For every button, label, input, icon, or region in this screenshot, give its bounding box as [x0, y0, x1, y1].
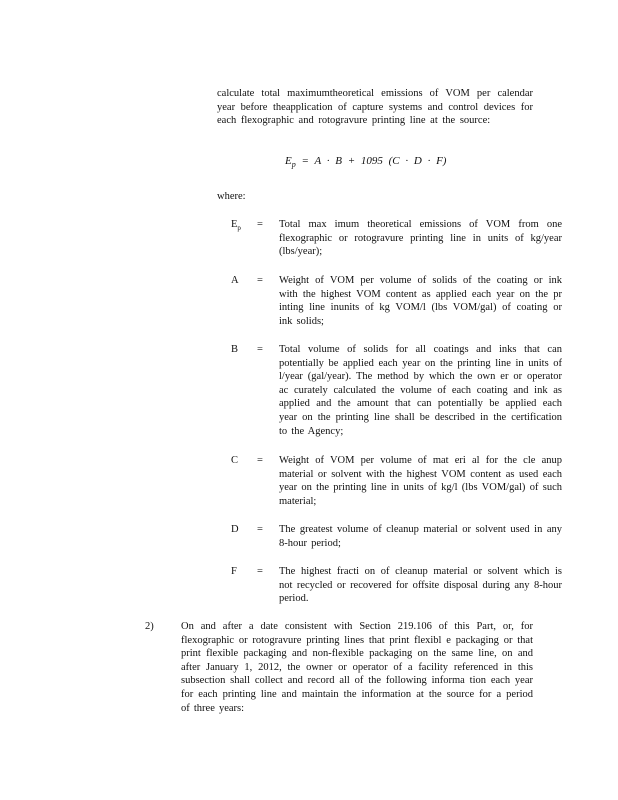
- formula-lhs-subscript: p: [291, 160, 296, 170]
- definition-equals: =: [257, 524, 263, 535]
- emissions-formula: [285, 155, 446, 172]
- definition-symbol: A: [231, 275, 239, 286]
- definition-symbol: D: [231, 524, 239, 535]
- definition-text: The highest fracti on of cleanup material or solvent which is not recycled or recovered for offsite disposal during any 8-hour period.: [279, 566, 562, 605]
- definition-equals: =: [257, 455, 263, 466]
- definition-equals: =: [257, 219, 263, 230]
- definition-symbol: C: [231, 455, 239, 466]
- formula-rhs: = A · B + 1095 (C · D · F): [301, 155, 447, 167]
- definition-text: Weight of VOM per volume of mat eri al for the cle anup material or solvent with the highest VOM content as used each year on the printing line in units of kg/l (lbs VOM/gal) of such material;: [279, 455, 562, 507]
- definition-text: Weight of VOM per volume of solids of the coating or ink with the highest VOM content as applied each year on the pr inting line inunits of kg VOM/l (lbs VOM/gal) of coating or ink solids;: [279, 275, 562, 327]
- formula-lhs: E: [285, 155, 292, 167]
- where-label: where:: [217, 191, 246, 202]
- item-text: On and after a date consistent with Section 219.106 of this Part, or, for flexographic or rotogravure printing lines that print flexibl e packaging or that print flexible packaging and non-flexible packaging on the same line, on and after January 1, 2012, the owner or operator of a facility referenced in this subsection shall collect and record all of the following informa tion each year for each printing line and maintain the information at the source for a period of three years:: [181, 621, 533, 714]
- definition-equals: =: [257, 344, 263, 355]
- definition-equals: =: [257, 275, 263, 286]
- definition-text: Total volume of solids for all coatings and inks that can potentially be applied each year on the printing line in units of l/year (gal/year). The method by which the own er or operator ac curately calculated the volume of each coating and ink as applied and the amount that can potentially be applied each year on the printing line shall be described in the certification to the Agency;: [279, 344, 562, 437]
- definition-equals: =: [257, 566, 263, 577]
- definition-text: Total max imum theoretical emissions of VOM from one flexographic or rotogravure printing line in units of kg/year (lbs/year);: [279, 219, 562, 258]
- item-number: 2): [145, 621, 154, 632]
- definition-symbol: F: [231, 566, 237, 577]
- intro-paragraph: [217, 87, 533, 128]
- definition-text: The greatest volume of cleanup material or solvent used in any 8-hour period;: [279, 524, 562, 549]
- definition-symbol: B: [231, 344, 239, 355]
- definition-symbol: $E_p$: [231, 219, 241, 233]
- intro-text: calculate total maximumtheoretical emissions of VOM per calendar year before theapplication of capture systems and control devices for each flexographic and rotogravure printing line at the source:: [217, 88, 533, 127]
